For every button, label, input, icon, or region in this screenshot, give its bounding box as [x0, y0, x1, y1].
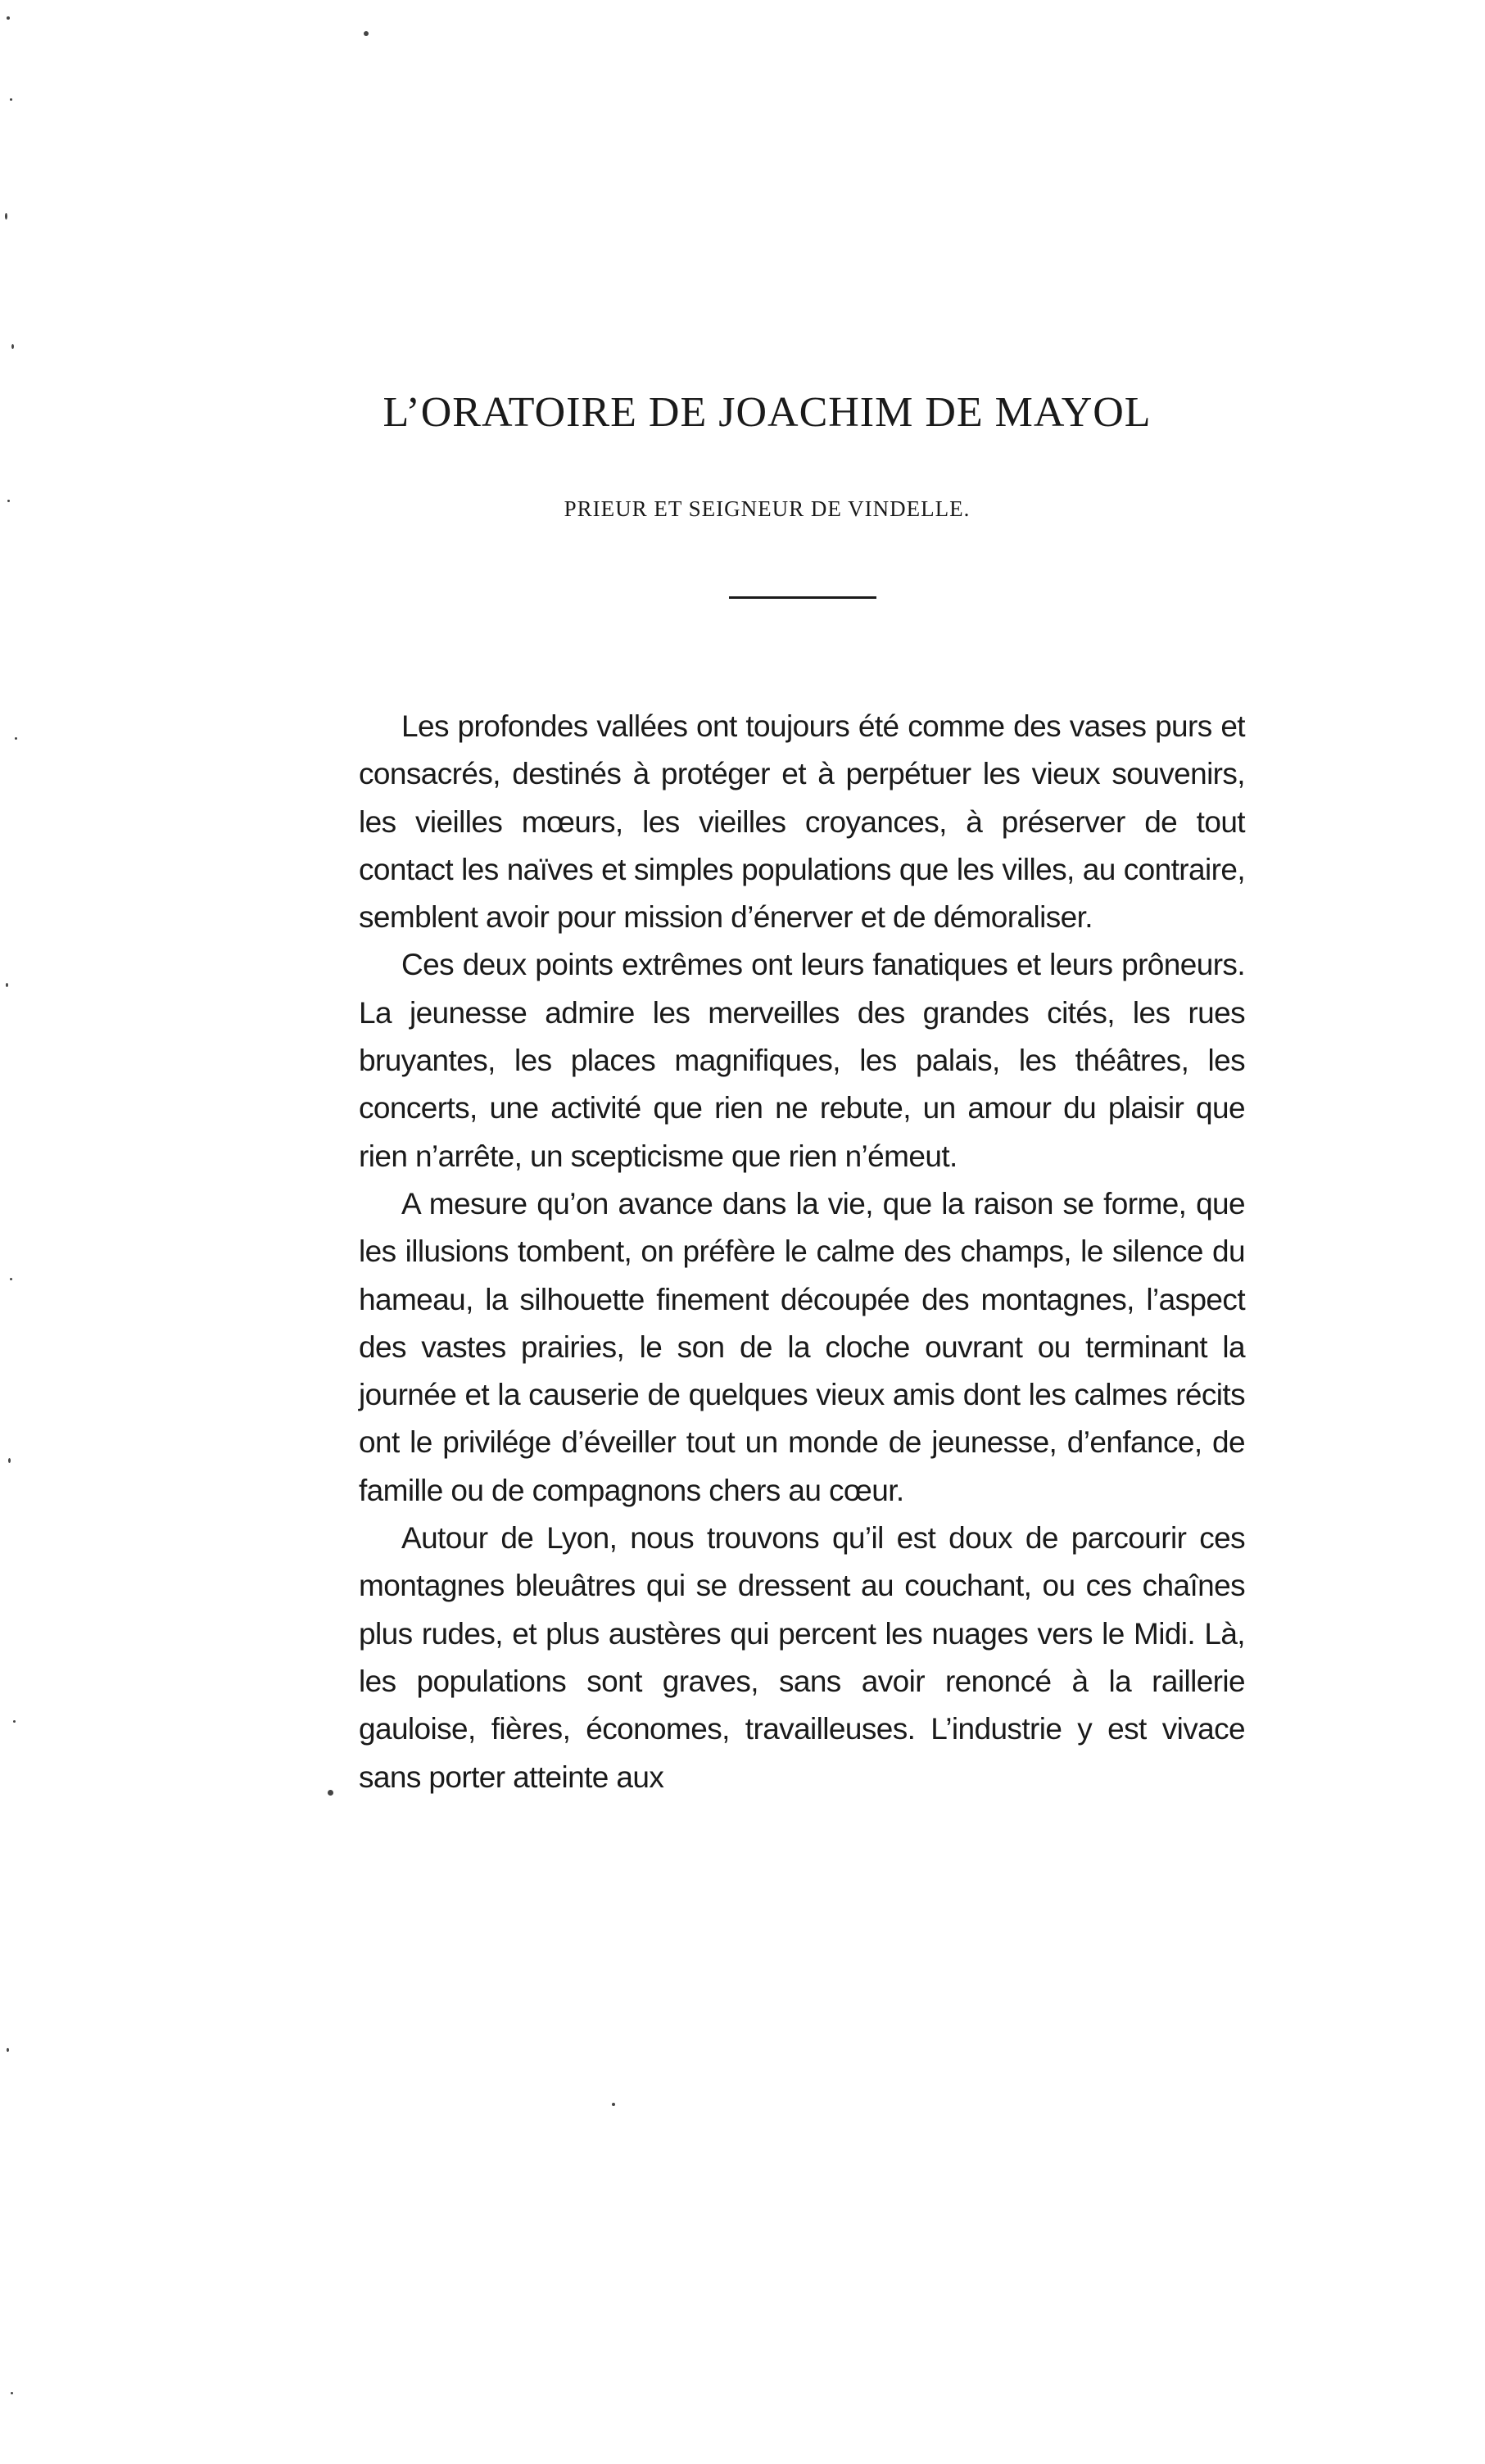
top-speck — [364, 31, 369, 36]
margin-speck — [13, 1720, 16, 1723]
left-margin-edge — [0, 0, 49, 2464]
paragraph: Ces deux points extrêmes ont leurs fanatiques et leurs prôneurs. La jeunesse admire les merveilles des grandes cités, les rues bruyantes, les places magnifiques, les palais, les théâtres, les concerts, une activité que rien ne rebute, un amour du plaisir que rien n’arrête, un scepticisme que rien n’émeut. — [359, 948, 1245, 1173]
page-title: L’ORATOIRE DE JOACHIM DE MAYOL — [383, 389, 1152, 436]
margin-dot — [328, 1790, 333, 1796]
margin-speck — [15, 737, 17, 740]
margin-speck — [8, 1458, 11, 1463]
margin-speck — [7, 16, 10, 20]
paragraph: Les profondes vallées ont toujours été comme des vases purs et consacrés, destinés à protéger et à perpétuer les vieux souvenirs, les vieilles mœurs, les vieilles croyances, à préserver de tout contact les naïves et simples populations que les villes, au contraire, semblent avoir pour mission d’énerver et de démoraliser. — [359, 709, 1245, 935]
title-divider — [729, 596, 876, 599]
margin-speck — [10, 1278, 12, 1280]
margin-speck — [11, 2392, 13, 2394]
paragraph: A mesure qu’on avance dans la vie, que la raison se forme, que les illusions tombent, on préfère le calme des champs, le silence du hameau, la silhouette finement découpée des montagnes, l’aspect des vastes prairies, le son de la cloche ouvrant ou terminant la journée et la causerie de quelques vieux amis dont les calmes récits ont le privilége d’éveiller tout un monde de jeunesse, d’enfance, de famille ou de compagnons chers au cœur. — [359, 1186, 1245, 1507]
margin-speck — [10, 98, 12, 101]
body-text — [359, 703, 1245, 1801]
margin-speck — [6, 983, 8, 987]
margin-speck — [11, 344, 14, 349]
bottom-speck — [612, 2103, 615, 2106]
margin-speck — [7, 2048, 9, 2052]
paragraph: Autour de Lyon, nous trouvons qu’il est doux de parcourir ces montagnes bleuâtres qui se dressent au couchant, ou ces chaînes plus rudes, et plus austères qui percent les nuages vers le Midi. Là, les populations sont graves, sans avoir renoncé à la raillerie gauloise, fières, économes, travailleuses. L’industrie y est vivace sans porter atteinte aux — [359, 1521, 1245, 1794]
page-subtitle: PRIEUR ET SEIGNEUR DE VINDELLE. — [564, 496, 971, 521]
margin-speck — [5, 213, 7, 220]
